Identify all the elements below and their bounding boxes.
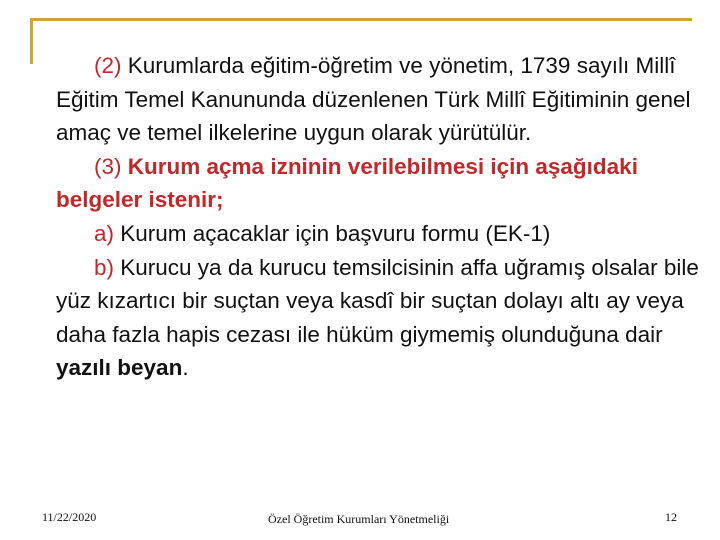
paragraph-3-heading: Kurum açma izninin verilebilmesi için aşağıdaki belgeler istenir; <box>56 153 638 213</box>
item-b-emphasis: yazılı beyan <box>56 355 183 381</box>
item-a-text: Kurum açacaklar için başvuru formu (EK-1) <box>114 220 551 246</box>
paragraph-3 <box>56 150 706 217</box>
item-a-letter: a) <box>94 220 115 246</box>
slide-body <box>56 49 706 385</box>
slide-frame-top-border <box>30 18 692 21</box>
footer-title: Özel Öğretim Kurumları Yönetmeliği <box>268 512 450 526</box>
paragraph-2-text: Kurumlarda eğitim-öğretim ve yönetim, 1739 sayılı Millî Eğitim Temel Kanununda düzenlenen Türk Millî Eğitiminin genel amaç ve temel ilkelerine uygun olarak yürütülür. <box>56 53 691 146</box>
footer-date: 11/22/2020 <box>42 510 97 524</box>
footer-page-number: 12 <box>665 510 677 524</box>
item-b-letter: b) <box>94 254 115 280</box>
slide-frame-left-border <box>30 18 33 64</box>
item-a <box>56 217 706 251</box>
paragraph-3-number: (3) <box>94 153 122 179</box>
paragraph-2-number: (2) <box>94 53 122 78</box>
item-b-end: . <box>182 355 189 381</box>
paragraph-2 <box>56 49 706 150</box>
item-b-text: Kurucu ya da kurucu temsilcisinin affa uğramış olsalar bile yüz kızartıcı bir suçtan veya kasdî bir suçtan dolayı altı ay veya daha fazla hapis cezası ile hüküm giymemiş olunduğuna dair <box>56 254 699 347</box>
item-b <box>56 251 706 385</box>
